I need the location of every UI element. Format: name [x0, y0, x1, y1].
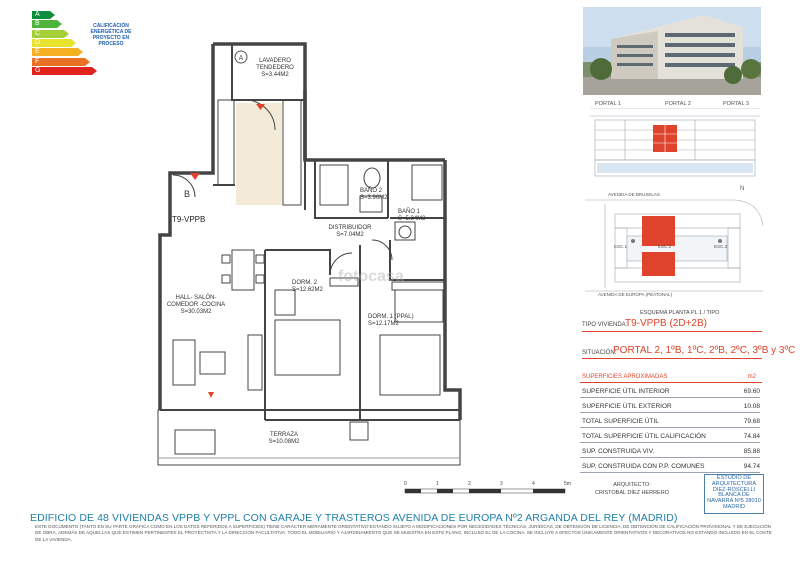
- scale-tick: 4: [532, 481, 535, 487]
- footer-title: EDIFICIO DE 48 VIVIENDAS VPPB Y VPPL CON GARAJE Y TRASTEROS AVENIDA DE EUROPA Nº2 ARGANDA DEL REY (MADRID): [30, 512, 678, 524]
- room-distribuidor: DISTRIBUIDOR S=7.04M2: [328, 225, 372, 238]
- room-dorm1: DORM. 1 (PPAL) S=12.17M2: [368, 314, 414, 327]
- key-plan-caption: ESQUEMA PLANTA PL 1 / TIPO: [640, 310, 720, 316]
- floor-plan: [150, 40, 480, 480]
- street-label-europa: AVENIDA DE EUROPA (PEATONAL): [598, 292, 673, 297]
- tipo-label: TIPO VIVIENDA:: [582, 322, 628, 328]
- unit-code: T9-VPPB: [172, 215, 206, 224]
- energy-grade-a: A: [32, 11, 50, 19]
- room-bano1: BAÑO 1 S=5.34M2: [398, 209, 426, 222]
- studio-stamp: ESTUDIO DE ARQUITECTURA DIEZ-ROSCELLI BLANCA DE NAVARRA Nº5 28010 MADRID: [704, 474, 764, 514]
- energy-grade-e: E: [32, 48, 78, 56]
- scale-tick: 2: [468, 481, 471, 487]
- room-hall: HALL- SALÓN-COMEDOR -COCINA S=30.03M2: [166, 295, 226, 315]
- tipo-divider: [582, 331, 762, 332]
- north-icon: N: [740, 186, 745, 192]
- street-label-bruselas: AVENIDA DE BRUSELAS: [608, 192, 660, 197]
- surface-row: SUPERFICIE ÚTIL INTERIOR 69.60: [580, 386, 760, 398]
- scale-tick: 1: [436, 481, 439, 487]
- stair-label-1: ESC.1: [614, 244, 628, 249]
- stair-label-3: ESC.3: [714, 244, 728, 249]
- energy-grade-g: G: [32, 67, 92, 75]
- room-bano2: BAÑO 2 S=3.96M2: [360, 188, 388, 201]
- room-terraza: TERRAZA S=10.08M2: [268, 432, 300, 445]
- situacion-divider: [582, 358, 762, 359]
- watermark: fotocasa: [338, 268, 404, 285]
- situacion-value: PORTAL 2, 1ºB, 1ºC, 2ºB, 2ºC, 3ºB y 3ºC: [613, 345, 796, 356]
- scale-tick: 3: [500, 481, 503, 487]
- energy-note: CALIFICACIÓN ENERGÉTICA DE PROYECTO EN PROCESO: [90, 23, 132, 47]
- access-letter: B: [184, 189, 191, 199]
- architect-block: ARQUITECTO: CRISTOBAL DÍEZ HERRERO: [595, 482, 669, 496]
- surface-row: TOTAL SUPERFICIE ÚTIL CALIFICACIÓN 74.84: [580, 431, 760, 443]
- surfaces-header: SUPERFICIES APROXIMADAS m2: [580, 372, 762, 383]
- tipo-value: T9-VPPB (2D+2B): [625, 318, 707, 329]
- energy-grade-c: C: [32, 30, 64, 38]
- scale-ticks: [404, 481, 574, 489]
- footer-disclaimer: ESTE DOCUMENTO (TANTO EN SU PARTE GRÁFICA COMO EN LOS DATOS REFERIDOS A SUPERFICIES) TIENE CARÁCTER MERAMENTE ORIENTATIVO ESTANDO SUJETO A MODIFICACIONES POR NECESIDADES TÉCNICAS, JURÍDICAS, DE OBTENCIÓN DE LICENCIA, DE OBTENCIÓN DE CALIFICACIÓN PROVISIONAL Y DE EJECUCIÓN DE OBRA, ADEMÁS DE AQUELLAS QUE ESTIMEN PERTINENTES EL PROYECTISTA Y LA DIRECCIÓN FACULTATIVA. TODO EL MOBILIARIO Y AJARDINAMIENTO QUE SE MUESTRA EN ESTE PLANO, INCLUSO EL DE LA COCINA, SE INCLUYE A EFECTOS ÚNICAMENTE ORIENTATIVOS Y DECORATIVOS NO ESTANDO INCLUIDO EN EL COSTE DE LA VIVIENDA.: [35, 524, 772, 542]
- situacion-label: SITUACIÓN:: [582, 350, 617, 356]
- energy-grade-b: B: [32, 20, 57, 28]
- surface-row: SUP. CONSTRUIDA CON P.P. COMUNES 94.74: [580, 461, 760, 473]
- energy-grade-d: D: [32, 39, 71, 47]
- scale-tick: 5m: [564, 481, 571, 487]
- building-render: [583, 7, 761, 95]
- stair-label-2: ESC.2: [658, 244, 672, 249]
- room-dorm2: DORM. 2 S=12.62M2: [292, 280, 323, 293]
- svg-text:A: A: [238, 55, 244, 62]
- elevation-key: [585, 108, 765, 188]
- surface-row: SUP. CONSTRUIDA VIV. 85.88: [580, 446, 760, 458]
- room-lavadero: LAVADERO TENDEDERO S=3.44M2: [256, 58, 294, 78]
- scale-tick: 0: [404, 481, 407, 487]
- energy-grade-f: F: [32, 58, 85, 66]
- surface-row: SUPERFICIE ÚTIL EXTERIOR 10.08: [580, 401, 760, 413]
- surface-row: TOTAL SUPERFICIE ÚTIL 79.68: [580, 416, 760, 428]
- site-key-plan: [585, 196, 765, 306]
